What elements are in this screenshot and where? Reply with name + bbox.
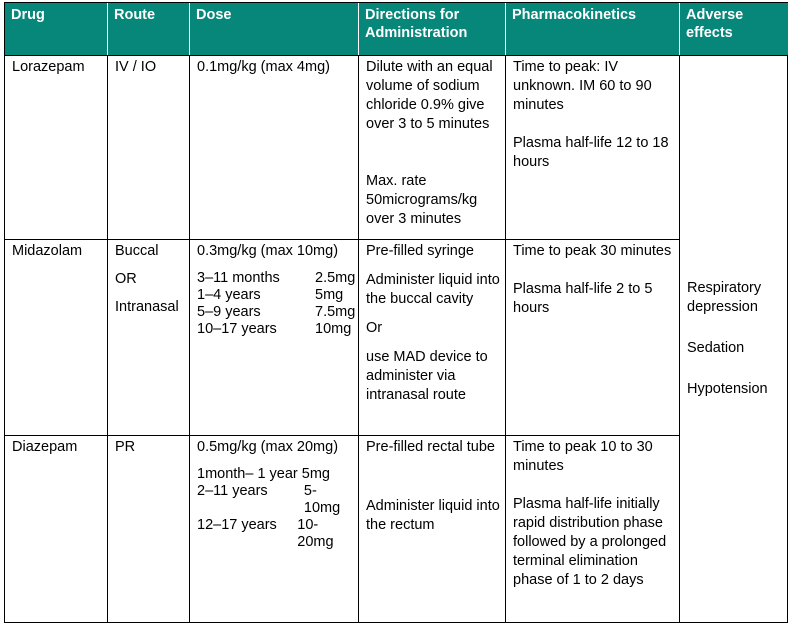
direction-text: Or — [366, 320, 383, 336]
direction-text: Pre-filled rectal tube — [366, 439, 495, 455]
direction-text: Pre-filled syringe — [366, 243, 474, 259]
header-route: Route — [108, 3, 190, 56]
dose-row — [197, 287, 353, 304]
drug-name: Lorazepam — [5, 56, 108, 240]
dose-row — [197, 270, 356, 287]
dose-row — [197, 321, 353, 338]
route-value: PR — [115, 439, 136, 455]
dose-amount: 5mg — [301, 466, 330, 482]
directions-cell — [359, 56, 506, 240]
header-directions: Directions for Administration — [359, 3, 506, 56]
dose-row — [197, 483, 353, 517]
header-pharmacokinetics: Pharmacokinetics — [506, 3, 680, 56]
drug-name: Diazepam — [5, 436, 108, 623]
pk-text: Time to peak 30 minutes — [513, 243, 672, 259]
table-row — [5, 436, 788, 623]
dose-age: 1–4 years — [197, 287, 261, 303]
dose-amount: 2.5mg — [315, 270, 356, 286]
dose-row — [197, 304, 356, 321]
adverse-effect: Respiratory depression — [687, 280, 762, 315]
dose-main: 0.1mg/kg (max 4mg) — [197, 59, 330, 75]
pk-cell — [506, 56, 680, 240]
dose-age: 12–17 years — [197, 517, 277, 533]
pk-text: Plasma half-life 2 to 5 hours — [513, 281, 653, 316]
directions-cell — [359, 436, 506, 623]
direction-text: Dilute with an equal volume of sodium chloride 0.9% give over 3 to 5 minutes — [366, 59, 493, 132]
route-cell — [108, 436, 190, 623]
adverse-effect: Hypotension — [687, 381, 768, 397]
direction-text: Max. rate 50micrograms/kg over 3 minutes — [366, 173, 478, 227]
dose-row — [197, 517, 353, 551]
pk-cell — [506, 240, 680, 436]
route-value: IV / IO — [115, 59, 157, 75]
direction-text: Administer liquid into the rectum — [366, 498, 500, 533]
dose-age: 3–11 months — [197, 270, 280, 286]
dose-amount: 7.5mg — [315, 304, 356, 320]
header-adverse-effects: Adverse effects — [680, 3, 788, 56]
adverse-effects-cell — [680, 56, 788, 623]
dose-main: 0.5mg/kg (max 20mg) — [197, 439, 339, 455]
dose-amount: 5mg — [315, 287, 344, 303]
route-cell — [108, 56, 190, 240]
table-row — [5, 56, 788, 240]
dose-row — [197, 466, 353, 483]
route-cell — [108, 240, 190, 436]
directions-cell — [359, 240, 506, 436]
dose-age: 2–11 years — [197, 483, 268, 499]
table-row — [5, 240, 788, 436]
header-dose: Dose — [190, 3, 359, 56]
route-value: Intranasal — [115, 299, 179, 315]
drug-table — [4, 2, 788, 623]
dose-cell — [190, 240, 359, 436]
header-drug: Drug — [5, 3, 108, 56]
pk-text: Plasma half-life initially rapid distribution phase followed by a prolonged terminal elimination phase of 1 to 2 days — [513, 496, 667, 588]
dose-amount: 10-20mg — [297, 517, 334, 550]
dose-cell — [190, 436, 359, 623]
dose-age: 10–17 years — [197, 321, 277, 337]
direction-text: Administer liquid into the buccal cavity — [366, 272, 500, 307]
dose-main: 0.3mg/kg (max 10mg) — [197, 243, 339, 259]
dose-amount: 10mg — [315, 321, 352, 337]
pk-text: Time to peak 10 to 30 minutes — [513, 439, 653, 474]
drug-name: Midazolam — [5, 240, 108, 436]
adverse-effect: Sedation — [687, 340, 745, 356]
dose-cell — [190, 56, 359, 240]
pk-cell — [506, 436, 680, 623]
pk-text: Plasma half-life 12 to 18 hours — [513, 135, 669, 170]
dose-age: 1month– 1 year — [197, 466, 298, 482]
route-value: OR — [115, 271, 137, 287]
pk-text: Time to peak: IV unknown. IM 60 to 90 minutes — [513, 59, 652, 113]
route-value: Buccal — [115, 243, 159, 259]
table-header-row — [5, 3, 788, 56]
direction-text: use MAD device to administer via intranasal route — [366, 349, 488, 403]
dose-amount: 5-10mg — [303, 483, 341, 516]
dose-age: 5–9 years — [197, 304, 261, 320]
